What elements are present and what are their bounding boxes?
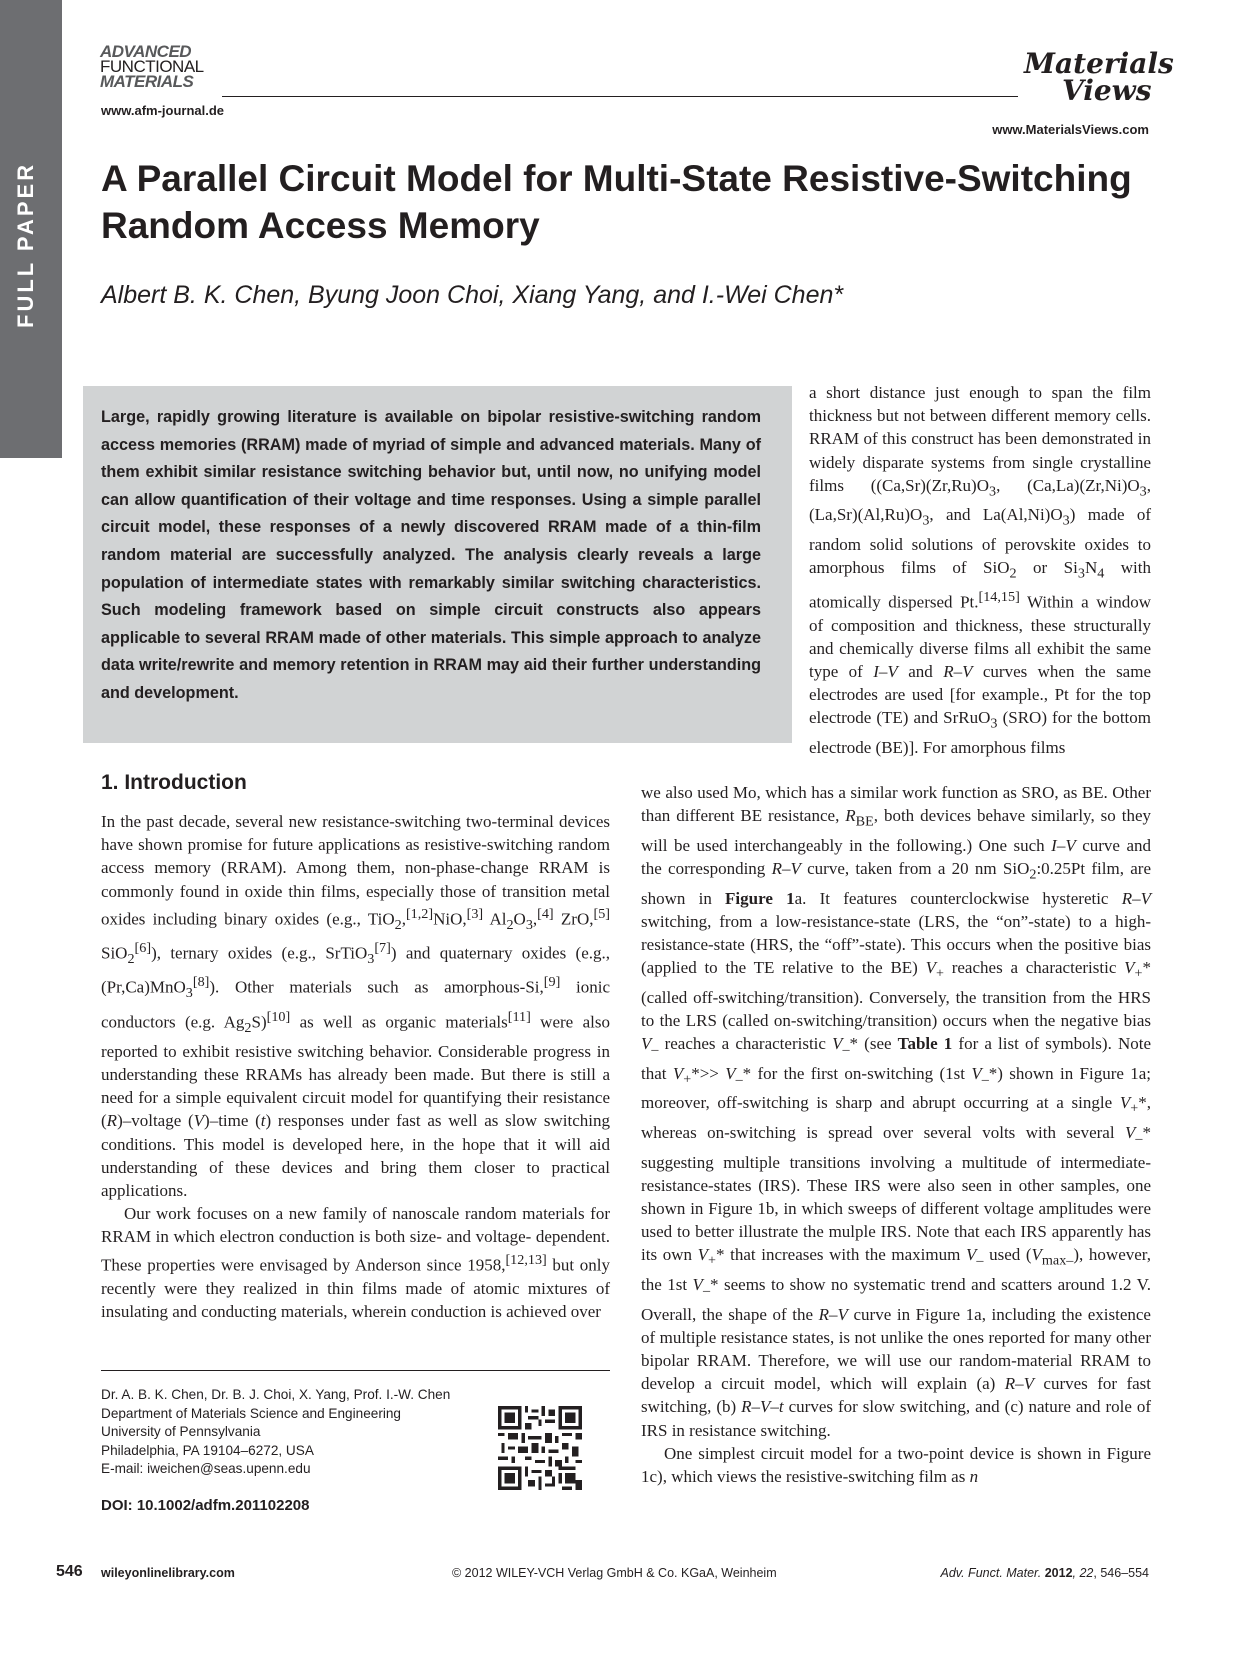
right-column-top bbox=[809, 381, 1151, 759]
abstract-text: Large, rapidly growing literature is available on bipolar resistive-switching random access memories (RRAM) made of myriad of simple and advanced materials. Many of them exhibit similar resistance switching behavior but, until now, no unifying model can allow quantification of their voltage and time responses. Using a simple parallel circuit model, these responses of a newly discovered RRAM made of a thin-film random material are successfully analyzed. The analysis clearly reveals a large population of intermediate states with remarkably similar switching characteristics. Such modeling framework based on simple circuit constructs also appears applicable to several RRAM made of other materials. This simple approach to analyze data write/rewrite and memory retention in RRAM may aid their further understanding and development. bbox=[101, 408, 761, 702]
affiliation-email[interactable]: E-mail: iweichen@seas.upenn.edu bbox=[101, 1461, 311, 1477]
footer-site[interactable]: wileyonlinelibrary.com bbox=[101, 1566, 235, 1580]
citation-year: 2012 bbox=[1044, 1566, 1073, 1580]
citation-pages: , 546–554 bbox=[1093, 1566, 1149, 1580]
body-paragraph-left-1: In the past decade, several new resistance-switching two-terminal devices have shown promise for future applications as resistive-switching random access memory (RRAM). Among them, non-phase-change RRAM is commonly found in oxide thin films, especially those of transition metal oxides including binary oxides (e.g., TiO$_2$,[1,2]NiO,[3] $Al_2O_3,[4]$ ZrO,[5] SiO$_2$[6]), ternary oxides (e.g., SrTiO$_3$[7]) and quaternary oxides (e.g., (Pr,Ca)MnO$_3$[8]). Other materials such as amorphous-Si,[9] ionic conductors (e.g. $Ag_2S)[10]$ as well as organic materials[11] were also reported to exhibit resistive switching behavior. Considerable progress in understanding these RRAMs has already been made. But there is still a need for a simple equivalent circuit model for quantifying their resistance (R)–voltage (V)–time (t) responses under fast as well as slow switching conditions. This model is developed here, in the hope that it will aid understanding of these devices and bring them closer to practical applications. bbox=[101, 812, 611, 1201]
qr-code[interactable] bbox=[498, 1406, 582, 1490]
full-paper-tab bbox=[0, 0, 62, 458]
full-paper-label: FULL PAPER bbox=[13, 161, 38, 328]
author-affiliation bbox=[101, 1386, 450, 1479]
header-rule bbox=[222, 96, 1018, 97]
author-list: Albert B. K. Chen, Byung Joon Choi, Xiang Yang, and I.-Wei Chen* bbox=[101, 281, 844, 309]
journal-url[interactable]: www.afm-journal.de bbox=[101, 103, 225, 118]
copyright-notice: © 2012 WILEY-VCH Verlag GmbH & Co. KGaA, Weinheim bbox=[452, 1566, 777, 1580]
citation-volume: 22 bbox=[1079, 1566, 1094, 1580]
left-column bbox=[101, 810, 610, 1323]
affiliation-line: Philadelphia, PA 19104–6272, USA bbox=[101, 1442, 314, 1458]
journal-logo-line3: MATERIALS bbox=[100, 72, 194, 91]
body-paragraph-left-2: Our work focuses on a new family of nanoscale random materials for RRAM in which electron conduction is both size- and voltage- dependent. These properties were envisaged by Anderson since 1958,[12,13] but only recently were they realized in thin films made of atomic mixtures of insulating and conducting materials, wherein conduction is achieved over bbox=[101, 1204, 610, 1321]
page-number: 546 bbox=[56, 1563, 83, 1580]
publisher-logo-line2: Views bbox=[1062, 74, 1152, 107]
footnote-rule bbox=[101, 1370, 610, 1371]
paper-title: A Parallel Circuit Model for Multi-State Resistive-Switching Random Access Memory bbox=[101, 158, 1132, 246]
affiliation-line: Dr. A. B. K. Chen, Dr. B. J. Choi, X. Yang, Prof. I.-W. Chen bbox=[101, 1387, 451, 1402]
citation: Adv. Funct. Mater. 2012, 22, 546–554 bbox=[940, 1566, 1149, 1580]
publisher-logo-line1: Materials bbox=[1024, 47, 1174, 80]
publisher-url[interactable]: www.MaterialsViews.com bbox=[992, 122, 1149, 137]
section-heading-introduction: 1. Introduction bbox=[101, 771, 247, 794]
affiliation-line: University of Pennsylvania bbox=[101, 1424, 261, 1440]
journal-logo bbox=[100, 44, 204, 89]
publisher-logo bbox=[1024, 47, 1174, 107]
journal-logo-line2: FUNCTIONAL bbox=[100, 57, 204, 76]
body-paragraph-right-1: we also used Mo, which has a similar work function as SRO, as BE. Other than different BE resistance, $R_{BE}$, both devices behave similarly, so they will be used interchangeably in the following.) One such I–V curve and the corresponding R–V curve, taken from a 20 nm SiO$_2$:0.25Pt film, are shown in Figure 1a. It features counterclockwise hysteretic R–V switching, from a low-resistance-state (LRS, the “on”-state) to a high-resistance-state (HRS, the “off”-state). This occurs when the positive bias (applied to the TE relative to the BE) $V_+$ reaches a characteristic $V_+*$ (called off-switching/transition). Conversely, the transition from the HRS to the LRS (called on-switching/transition) occurs when the negative bias $V_-$ reaches a characteristic $V_-*$ (see Table 1 for a list of symbols). Note that $V_+*>> V_-*$ for the first on-switching (1st $V_-*$) shown in Figure 1a; moreover, off-switching is sharp and abrupt occurring at a single $V_+*$, whereas on-switching is spread over several volts with several $V_-*$ suggesting multiple transitions involving a multitude of intermediate-resistance-states (IRS). These IRS were also seen in other samples, one shown in Figure 1b, in which sweeps of different voltage amplitudes were used to better illustrate the mulple IRS. Note that each IRS apparently has its own $V_+*$ that increases with the maximum $V_-$ used $(V_{max-})$, however, the 1st $V_-*$ seems to show no systematic trend and scatters around 1.2 V. Overall, the shape of the R–V curve in Figure 1a, including the existence of multiple resistance states, is not unlike the ones reported for many other bipolar RRAM. Therefore, we will use our random-material RRAM to develop a circuit model, which will explain (a) R–V curves for fast switching, (b) R–V–t curves for slow switching, and (c) nature and role of IRS in resistance switching. bbox=[641, 783, 1152, 1440]
body-paragraph-right-2: One simplest circuit model for a two-point device is shown in Figure 1c), which views the resistive-switching film as n bbox=[641, 1443, 1151, 1486]
doi[interactable]: DOI: 10.1002/adfm.201102208 bbox=[101, 1497, 310, 1514]
body-paragraph-right-top: a short distance just enough to span the film thickness but not between different memory cells. RRAM of this construct has been demonstrated in widely disparate systems from single crystalline films ($(Ca,Sr)(Zr,Ru)O_3$, $(Ca,La)(Zr,Ni)O_3$, $(La,Sr)(Al,Ru)O_3$, and $La(Al,Ni)O_3$) made of random solid solutions of perovskite oxides to amorphous films of SiO$_2$ or $Si_3N_4$ with atomically dispersed Pt.[14,15] Within a window of composition and thickness, these structurally and chemically diverse films all exhibit the same type of I–V and R–V curves when the same electrodes are used [for example., Pt for the top electrode (TE) and SrRuO$_3$ (SRO) for the bottom electrode (BE)]. For amorphous films bbox=[809, 383, 1152, 758]
right-column-main bbox=[641, 781, 1151, 1488]
journal-logo-line1: ADVANCED bbox=[100, 42, 192, 61]
affiliation-line: Department of Materials Science and Engineering bbox=[101, 1405, 401, 1421]
citation-journal: Adv. Funct. Mater. bbox=[940, 1566, 1042, 1580]
